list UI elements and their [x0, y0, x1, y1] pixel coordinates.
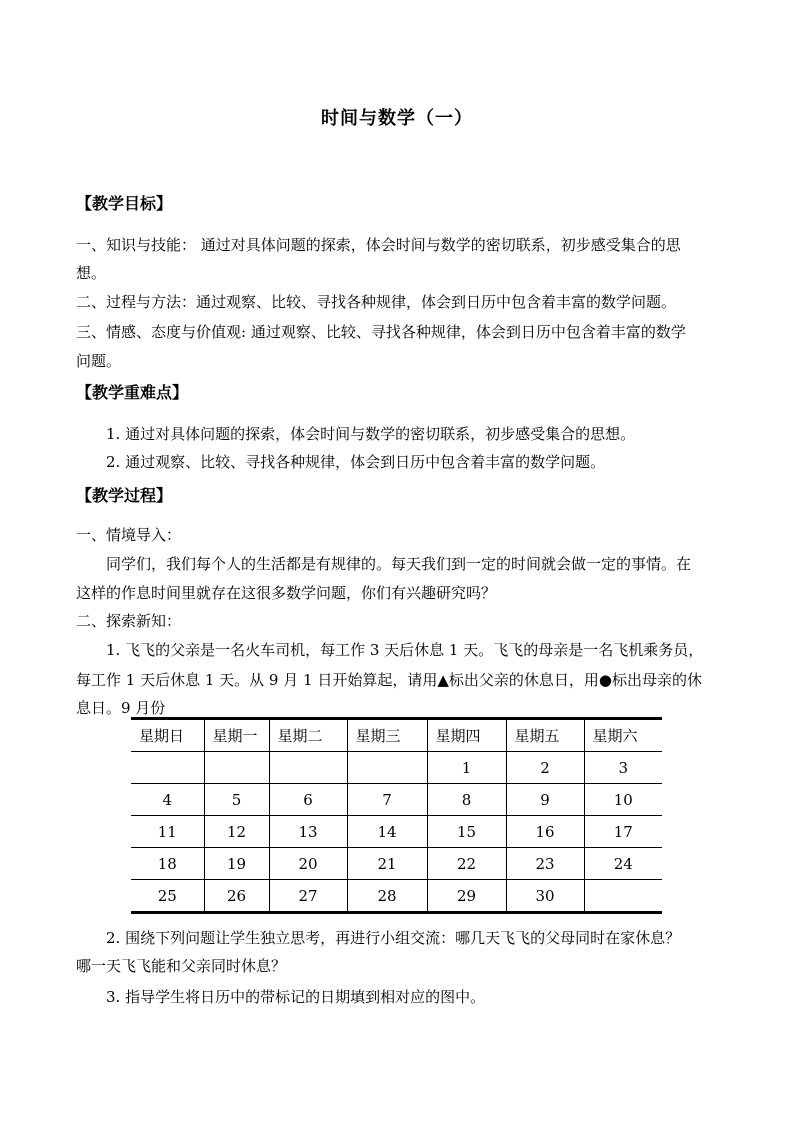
- intro-label: 一、情境导入：: [76, 526, 182, 544]
- calendar-day-cell: [347, 752, 427, 784]
- calendar-day-cell: 20: [269, 848, 347, 880]
- task-1-line-3: 息日。9 月份: [76, 699, 166, 717]
- calendar-day-cell: 21: [347, 848, 427, 880]
- task-3-line: 3. 指导学生将日历中的带标记的日期填到相对应的图中。: [106, 988, 486, 1006]
- calendar-day-cell: 17: [584, 816, 662, 848]
- calendar-day-cell: 14: [347, 816, 427, 848]
- calendar-day-cell: 26: [204, 880, 269, 913]
- calendar-day-cell: 19: [204, 848, 269, 880]
- weekday-header: 星期三: [347, 719, 427, 752]
- calendar-day-cell: 10: [584, 784, 662, 816]
- task-2-line-1: 2. 围绕下列问题让学生独立思考，再进行小组交流：哪几天飞飞的父母同时在家休息？: [106, 929, 681, 947]
- page-title: 时间与数学（一）: [321, 108, 473, 129]
- task-2-line-2: 哪一天飞飞能和父亲同时休息？: [76, 957, 287, 975]
- goal-knowledge-line-2: 想。: [76, 264, 107, 282]
- calendar-day-cell: 15: [427, 816, 506, 848]
- goal-emotion-line-1: 三、情感、态度与价值观: 通过观察、比较、寻找各种规律，体会到日历中包含着丰富的数学: [76, 323, 686, 341]
- calendar-day-cell: 16: [506, 816, 584, 848]
- september-calendar-table: [131, 717, 662, 914]
- goal-knowledge-line-1: 一、知识与技能： 通过对具体问题的探索，体会时间与数学的密切联系，初步感受集合的思: [76, 236, 681, 254]
- calendar-day-cell: 22: [427, 848, 506, 880]
- key-point-2: 2. 通过观察、比较、寻找各种规律，体会到日历中包含着丰富的数学问题。: [106, 453, 606, 471]
- key-point-1: 1. 通过对具体问题的探索，体会时间与数学的密切联系，初步感受集合的思想。: [106, 425, 636, 443]
- explore-label: 二、探索新知：: [76, 612, 182, 630]
- calendar-day-cell: 8: [427, 784, 506, 816]
- calendar-day-cell: 29: [427, 880, 506, 913]
- goal-emotion-line-2: 问题。: [76, 352, 122, 370]
- calendar-day-cell: 9: [506, 784, 584, 816]
- calendar-day-cell: 7: [347, 784, 427, 816]
- calendar-day-cell: 5: [204, 784, 269, 816]
- calendar-day-cell: 11: [157, 822, 177, 841]
- calendar-day-cell: [131, 752, 204, 784]
- calendar-day-cell: 27: [269, 880, 347, 913]
- task-1-line-2: 每工作 1 天后休息 1 天。从 9 月 1 日开始算起，请用▲标出父亲的休息日，用●标出母亲的休: [76, 671, 702, 689]
- calendar-day-cell: 4: [162, 790, 173, 809]
- weekday-header: 星期一: [204, 719, 269, 752]
- calendar-header-row: [131, 719, 662, 752]
- calendar-day-cell: [269, 752, 347, 784]
- calendar-day-cell: 23: [506, 848, 584, 880]
- calendar-day-cell: 24: [584, 848, 662, 880]
- calendar-day-cell: 18: [157, 854, 177, 873]
- weekday-header: 星期五: [506, 719, 584, 752]
- calendar-week-row: [131, 816, 662, 848]
- calendar-day-cell: 6: [269, 784, 347, 816]
- calendar-day-cell: 13: [269, 816, 347, 848]
- key-points-heading: 【教学重难点】: [76, 383, 189, 402]
- calendar-day-cell: 28: [347, 880, 427, 913]
- calendar-day-cell: 2: [506, 752, 584, 784]
- intro-paragraph-line-1: 同学们，我们每个人的生活都是有规律的。每天我们到一定的时间就会做一定的事情。在: [106, 555, 692, 573]
- calendar-day-cell: 3: [584, 752, 662, 784]
- calendar-day-cell: 25: [157, 886, 177, 905]
- teaching-process-heading: 【教学过程】: [76, 486, 173, 505]
- calendar-week-row: [131, 880, 662, 913]
- teaching-goals-heading: 【教学目标】: [76, 194, 173, 213]
- calendar-week-row: [131, 848, 662, 880]
- calendar-day-cell: 1: [427, 752, 506, 784]
- calendar-day-cell: [204, 752, 269, 784]
- weekday-header: 星期日: [139, 727, 185, 745]
- calendar-week-row: [131, 784, 662, 816]
- calendar-day-cell: 12: [204, 816, 269, 848]
- weekday-header: 星期二: [269, 719, 347, 752]
- calendar-day-cell: [584, 880, 662, 913]
- task-1-line-1: 1. 飞飞的父亲是一名火车司机，每工作 3 天后休息 1 天。飞飞的母亲是一名飞机乘务员，: [106, 641, 704, 659]
- weekday-header: 星期四: [427, 719, 506, 752]
- calendar-week-row: [131, 752, 662, 784]
- weekday-header: 星期六: [584, 719, 662, 752]
- intro-paragraph-line-2: 这样的作息时间里就存在这很多数学问题，你们有兴趣研究吗？: [76, 584, 497, 602]
- calendar-day-cell: 30: [506, 880, 584, 913]
- goal-process-line: 二、过程与方法：通过观察、比较、寻找各种规律，体会到日历中包含着丰富的数学问题。: [76, 293, 677, 311]
